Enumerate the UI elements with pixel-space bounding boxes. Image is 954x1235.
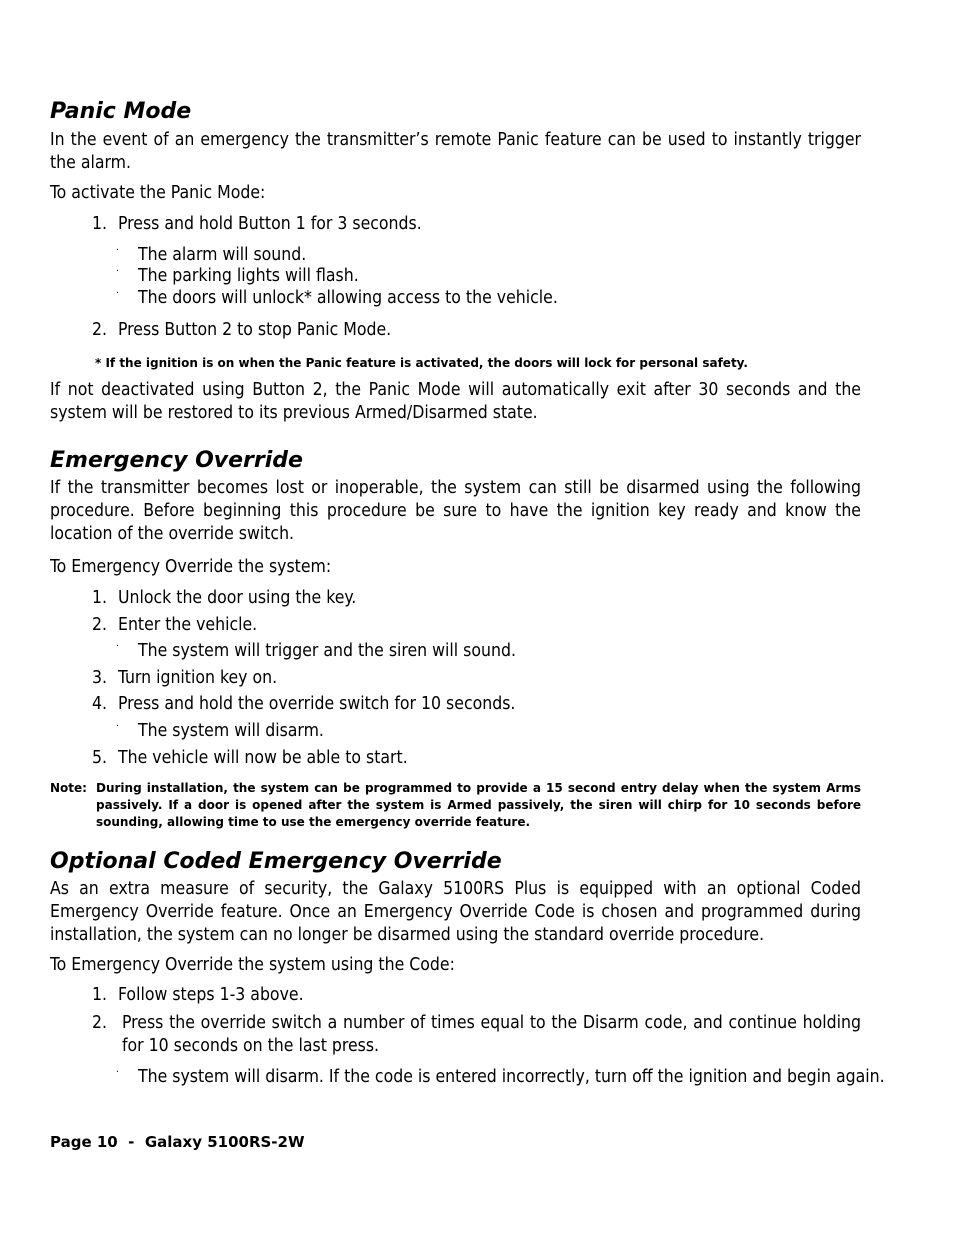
bullet-dot-icon: · (116, 266, 119, 277)
step-text: Press Button 2 to stop Panic Mode. (118, 320, 392, 340)
panic-intro: In the event of an emergency the transmitter’s remote Panic feature can be used to instantly trigger the alarm. (50, 130, 861, 173)
override-step-2 (92, 614, 257, 637)
panic-step-2 (92, 319, 391, 342)
override-step-5 (92, 747, 408, 770)
panic-bullet-2 (114, 265, 359, 288)
coded-intro: As an extra measure of security, the Galaxy 5100RS Plus is equipped with an optional Coded Emergency Override feature. Once an Emergency Override Code is chosen and programmed during installation, the system can no longer be disarmed using the standard override procedure. (50, 879, 861, 945)
step-text: Follow steps 1-3 above. (118, 985, 304, 1005)
override-intro: If the transmitter becomes lost or inoperable, the system can still be disarmed using the following procedure. Before beginning this procedure be sure to have the ignition key ready and know the location of the override switch. (50, 478, 861, 544)
override-lead: To Emergency Override the system: (50, 557, 332, 577)
panic-bullet-1 (114, 244, 306, 267)
override-step-4 (92, 693, 515, 716)
panic-footnote: * If the ignition is on when the Panic feature is activated, the doors will lock for personal safety. (95, 356, 748, 370)
bullet-text: The system will disarm. If the code is entered incorrectly, turn off the ignition and begin again. (138, 1067, 885, 1087)
note-label: Note: (50, 781, 87, 795)
coded-lead: To Emergency Override the system using the Code: (50, 955, 455, 975)
bullet-dot-icon: · (116, 641, 119, 652)
note-text: During installation, the system can be programmed to provide a 15 second entry delay when the system Arms passively. If a door is opened after the system is Armed passively, the siren will chirp for 10 seconds before sounding, allowing time to use the emergency override feature. (96, 781, 861, 829)
step-number: 5. (92, 748, 108, 768)
heading-emergency-override: Emergency Override (50, 448, 303, 473)
step-number: 4. (92, 694, 108, 714)
step-text: Press the override switch a number of times equal to the Disarm code, and continue holding for 10 seconds on the last press. (122, 1013, 861, 1056)
heading-coded-override: Optional Coded Emergency Override (50, 849, 502, 874)
step-number: 2. (92, 320, 108, 340)
step-number: 3. (92, 668, 108, 688)
step-text: Enter the vehicle. (118, 615, 258, 635)
panic-outro: If not deactivated using Button 2, the Panic Mode will automatically exit after 30 seconds and the system will be restored to its previous Armed/Disarmed state. (50, 380, 861, 423)
panic-bullet-3 (114, 287, 558, 310)
bullet-dot-icon: · (116, 721, 119, 732)
bullet-text: The alarm will sound. (138, 245, 307, 265)
page-footer: Page 10 - Galaxy 5100RS-2W (50, 1133, 305, 1151)
step-text: Turn ignition key on. (118, 668, 278, 688)
coded-bullet-disarm (114, 1066, 885, 1089)
coded-step-2 (92, 1012, 861, 1058)
heading-panic-mode: Panic Mode (50, 99, 192, 124)
step-text: The vehicle will now be able to start. (118, 748, 408, 768)
panic-step-1 (92, 213, 422, 236)
step-text: Press and hold the override switch for 10 seconds. (118, 694, 516, 714)
step-number: 1. (92, 985, 108, 1005)
override-step-3 (92, 667, 277, 690)
step-number: 2. (92, 1013, 108, 1033)
bullet-dot-icon: · (116, 1067, 119, 1078)
step-number: 1. (92, 214, 108, 234)
override-note (50, 780, 861, 831)
bullet-text: The doors will unlock* allowing access to the vehicle. (138, 288, 558, 308)
bullet-text: The system will trigger and the siren will sound. (138, 641, 516, 661)
override-step-1 (92, 587, 356, 610)
step-number: 2. (92, 615, 108, 635)
bullet-text: The system will disarm. (138, 721, 324, 741)
override-bullet-disarm (114, 720, 324, 743)
bullet-dot-icon: · (116, 245, 119, 256)
coded-step-1 (92, 984, 304, 1007)
step-number: 1. (92, 588, 108, 608)
step-text: Press and hold Button 1 for 3 seconds. (118, 214, 422, 234)
bullet-text: The parking lights will flash. (138, 266, 359, 286)
step-text: Unlock the door using the key. (118, 588, 357, 608)
panic-activate-lead: To activate the Panic Mode: (50, 183, 266, 203)
override-bullet-trigger (114, 640, 516, 663)
bullet-dot-icon: · (116, 288, 119, 299)
